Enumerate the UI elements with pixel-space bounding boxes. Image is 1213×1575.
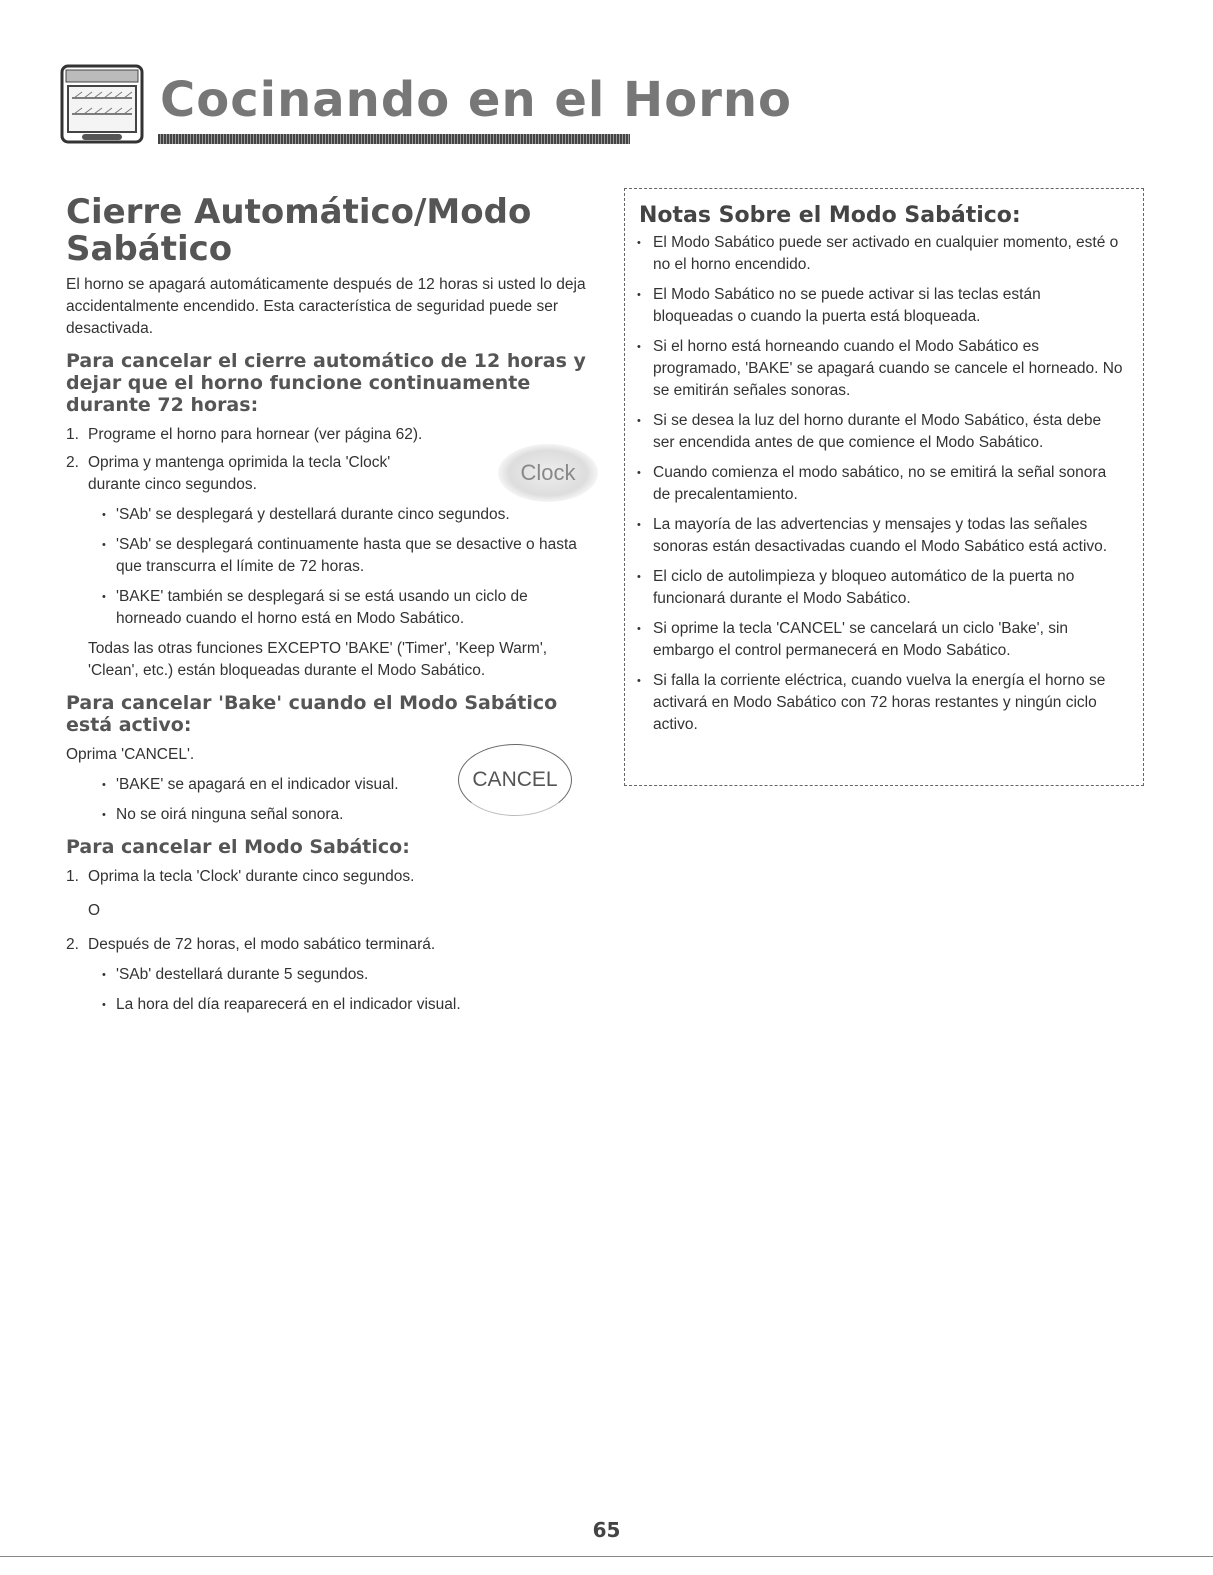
- intro-text: El horno se apagará automáticamente después de 12 horas si usted lo deja accidentalmente encendido. Esta característica de seguridad puede ser desactivada.: [66, 276, 586, 337]
- locked-functions-note: Todas las otras funciones EXCEPTO 'BAKE' ('Timer', 'Keep Warm', 'Clean', etc.) están bloqueadas durante el Modo Sabático.: [88, 640, 548, 679]
- list-item: • 'SAb' se desplegará y destellará durante cinco segundos.: [98, 504, 596, 526]
- step-item: [66, 424, 596, 446]
- header-rule: [158, 134, 630, 144]
- notes-title: Notas Sobre el Modo Sabático:: [639, 203, 1021, 228]
- step-text: Después de 72 horas, el modo sabático terminará.: [88, 936, 436, 953]
- note-item: • El ciclo de autolimpieza y bloqueo automático de la puerta no funcionará durante el Modo Sabático.: [633, 566, 1125, 610]
- step-item: [66, 866, 596, 888]
- oven-icon: [60, 64, 144, 146]
- list-item: • No se oirá ninguna señal sonora.: [98, 804, 596, 826]
- subhead-cancel-sabbath: Para cancelar el Modo Sabático:: [66, 836, 410, 858]
- step-item: [66, 452, 418, 496]
- step-number: 2.: [66, 454, 79, 471]
- sabbath-notes-box: [624, 188, 1144, 786]
- step-item: [66, 934, 596, 956]
- section-title: Cierre Automático/Modo Sabático: [66, 192, 532, 269]
- step-text: Oprima la tecla 'Clock' durante cinco segundos.: [88, 868, 415, 885]
- step-text: Oprima y mantenga oprimida la tecla 'Clock' durante cinco segundos.: [88, 454, 391, 493]
- list-item: • 'BAKE' también se desplegará si se está usando un ciclo de horneado cuando el horno está en Modo Sabático.: [98, 586, 596, 630]
- step-number: 2.: [66, 936, 79, 953]
- list-item: • 'SAb' destellará durante 5 segundos.: [98, 964, 596, 986]
- step-number: 1.: [66, 868, 79, 885]
- list-item: • 'SAb' se desplegará continuamente hasta que se desactive o hasta que transcurra el límite de 72 horas.: [98, 534, 596, 578]
- page-header-title: Cocinando en el Horno: [160, 72, 793, 128]
- subhead-cancel-bake: Para cancelar 'Bake' cuando el Modo Sabático está activo:: [66, 692, 558, 736]
- step-text: Programe el horno para hornear (ver página 62).: [88, 426, 423, 443]
- step-text: Oprima 'CANCEL'.: [66, 746, 195, 763]
- note-item: • Cuando comienza el modo sabático, no se emitirá la señal sonora de precalentamiento.: [633, 462, 1125, 506]
- list-item: • 'BAKE' se apagará en el indicador visual.: [98, 774, 596, 796]
- main-column: [66, 194, 596, 1024]
- note-item: • El Modo Sabático no se puede activar si las teclas están bloqueadas o cuando la puerta está bloqueada.: [633, 284, 1125, 328]
- page-number: 65: [592, 1518, 621, 1542]
- note-item: • Si oprime la tecla 'CANCEL' se cancelará un ciclo 'Bake', sin embargo el control permanecerá en Modo Sabático.: [633, 618, 1125, 662]
- subhead-cancel-auto-off: Para cancelar el cierre automático de 12 horas y dejar que el horno funcione continuamente durante 72 horas:: [66, 350, 586, 416]
- or-separator: O: [88, 902, 101, 919]
- list-item: • La hora del día reaparecerá en el indicador visual.: [98, 994, 596, 1016]
- note-item: • El Modo Sabático puede ser activado en cualquier momento, esté o no el horno encendido.: [633, 232, 1125, 276]
- clock-key-illustration: Clock: [498, 444, 598, 502]
- note-item: • La mayoría de las advertencias y mensajes y todas las señales sonoras están desactivadas cuando el Modo Sabático está activo.: [633, 514, 1125, 558]
- step-number: 1.: [66, 426, 79, 443]
- note-item: • Si el horno está horneando cuando el Modo Sabático es programado, 'BAKE' se apagará cuando se cancele el horneado. No se emitirán señales sonoras.: [633, 336, 1125, 402]
- note-item: • Si falla la corriente eléctrica, cuando vuelva la energía el horno se activará en Modo Sabático con 72 horas restantes y ningún ciclo activo.: [633, 670, 1125, 736]
- footer-rule: [0, 1556, 1213, 1557]
- cancel-key-illustration: CANCEL: [458, 744, 572, 816]
- page-header: [60, 64, 793, 154]
- note-item: • Si se desea la luz del horno durante el Modo Sabático, ésta debe ser encendida antes de que comience el Modo Sabático.: [633, 410, 1125, 454]
